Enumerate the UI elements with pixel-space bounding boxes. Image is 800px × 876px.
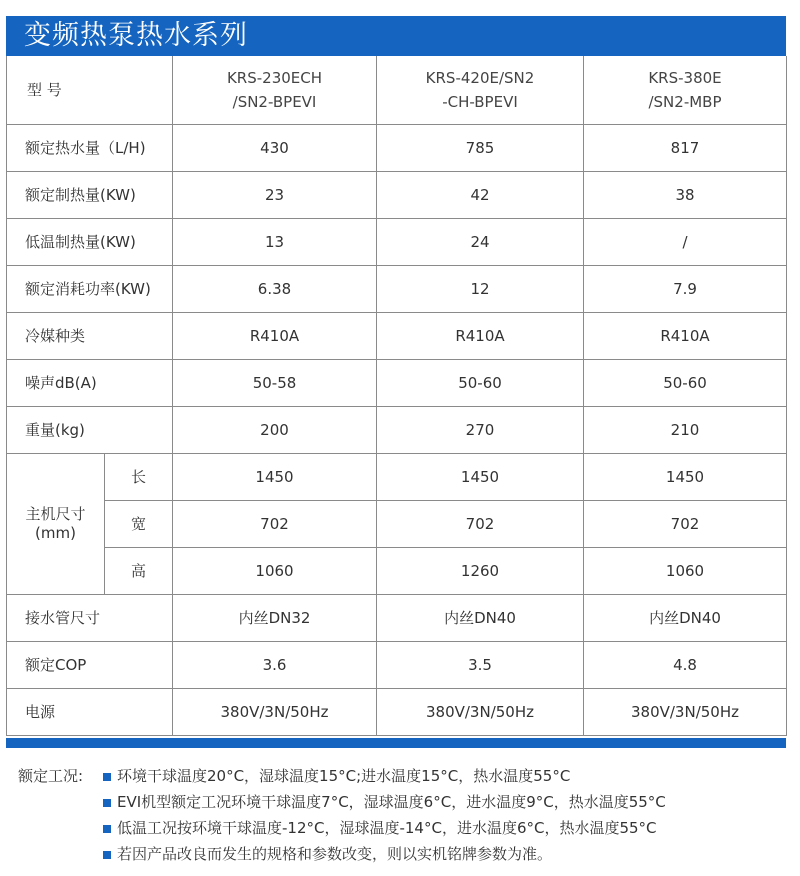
spec-table [6, 56, 787, 736]
row-label: 噪声dB(A) [7, 359, 173, 406]
table-cell: 1450 [377, 453, 584, 500]
table-cell: 1450 [173, 453, 377, 500]
table-row [7, 594, 787, 641]
note-text: 若因产品改良而发生的规格和参数改变，则以实机铭牌参数为准。 [117, 845, 553, 863]
row-label-dimensions [7, 453, 105, 594]
table-cell: 817 [584, 124, 787, 171]
table-cell: 702 [173, 500, 377, 547]
model-line2: /SN2-MBP [648, 92, 722, 111]
table-row [7, 124, 787, 171]
table-cell: 7.9 [584, 265, 787, 312]
dimensions-unit: (mm) [35, 523, 76, 542]
table-cell: 50-58 [173, 359, 377, 406]
row-label: 低温制热量(KW) [7, 218, 173, 265]
row-label: 电源 [7, 688, 173, 735]
square-bullet-icon [103, 851, 111, 859]
table-cell: R410A [584, 312, 787, 359]
table-cell: 23 [173, 171, 377, 218]
table-cell: 270 [377, 406, 584, 453]
table-cell: 13 [173, 218, 377, 265]
table-row [7, 265, 787, 312]
table-cell: 38 [584, 171, 787, 218]
table-cell: 430 [173, 124, 377, 171]
title-bar [6, 16, 786, 56]
table-row-dimension [7, 453, 787, 500]
table-row [7, 359, 787, 406]
square-bullet-icon [103, 799, 111, 807]
dimension-sublabel: 高 [105, 547, 173, 594]
model-line1: KRS-230ECH [226, 68, 323, 87]
table-row [7, 218, 787, 265]
table-cell: 702 [584, 500, 787, 547]
dimension-sublabel: 长 [105, 453, 173, 500]
table-cell: / [584, 218, 787, 265]
table-cell: 1450 [584, 453, 787, 500]
table-cell: R410A [173, 312, 377, 359]
row-label: 接水管尺寸 [7, 594, 173, 641]
page-title: 变频热泵热水系列 [24, 20, 248, 51]
square-bullet-icon [103, 773, 111, 781]
table-row [7, 641, 787, 688]
row-label: 额定制热量(KW) [7, 171, 173, 218]
table-cell: 785 [377, 124, 584, 171]
table-row-dimension [7, 500, 787, 547]
table-cell: 702 [377, 500, 584, 547]
table-cell: 50-60 [584, 359, 787, 406]
bottom-accent-bar [6, 738, 786, 748]
table-cell: 内丝DN32 [173, 594, 377, 641]
model-cell [584, 56, 787, 124]
model-cell [377, 56, 584, 124]
model-line2: -CH-BPEVI [442, 92, 518, 111]
table-cell: 3.6 [173, 641, 377, 688]
table-cell: 380V/3N/50Hz [173, 688, 377, 735]
row-label: 额定消耗功率(KW) [7, 265, 173, 312]
table-cell: 380V/3N/50Hz [584, 688, 787, 735]
table-cell: 内丝DN40 [377, 594, 584, 641]
table-cell: 200 [173, 406, 377, 453]
notes-lead-label: 额定工况: [18, 767, 84, 785]
note-text: 环境干球温度20°C，湿球温度15°C;进水温度15°C，热水温度55°C [117, 767, 571, 785]
row-label: 额定COP [7, 641, 173, 688]
table-cell: 50-60 [377, 359, 584, 406]
table-cell: 42 [377, 171, 584, 218]
square-bullet-icon [103, 825, 111, 833]
model-line1: KRS-420E/SN2 [425, 68, 535, 87]
dimension-sublabel: 宽 [105, 500, 173, 547]
table-row [7, 406, 787, 453]
table-cell: 1260 [377, 547, 584, 594]
row-label: 冷媒种类 [7, 312, 173, 359]
table-cell: 1060 [584, 547, 787, 594]
model-line2: /SN2-BPEVI [232, 92, 317, 111]
table-row [7, 688, 787, 735]
model-cell [173, 56, 377, 124]
table-cell: 3.5 [377, 641, 584, 688]
row-label: 重量(kg) [7, 406, 173, 453]
model-line1: KRS-380E [648, 68, 722, 87]
table-cell: R410A [377, 312, 584, 359]
table-cell: 210 [584, 406, 787, 453]
table-row-model [7, 56, 787, 124]
note-text: EVI机型额定工况环境干球温度7°C，湿球温度6°C，进水温度9°C，热水温度55°C [117, 793, 666, 811]
table-row [7, 171, 787, 218]
row-label: 额定热水量（L/H) [7, 124, 173, 171]
note-text: 低温工况按环境干球温度-12°C，湿球温度-14°C，进水温度6°C，热水温度55°C [117, 819, 657, 837]
table-row-dimension [7, 547, 787, 594]
table-cell: 24 [377, 218, 584, 265]
table-row [7, 312, 787, 359]
table-cell: 380V/3N/50Hz [377, 688, 584, 735]
dimensions-label: 主机尺寸 [25, 504, 86, 523]
table-cell: 内丝DN40 [584, 594, 787, 641]
table-cell: 1060 [173, 547, 377, 594]
table-cell: 6.38 [173, 265, 377, 312]
table-cell: 4.8 [584, 641, 787, 688]
table-cell: 12 [377, 265, 584, 312]
row-label-model: 型 号 [7, 56, 173, 124]
